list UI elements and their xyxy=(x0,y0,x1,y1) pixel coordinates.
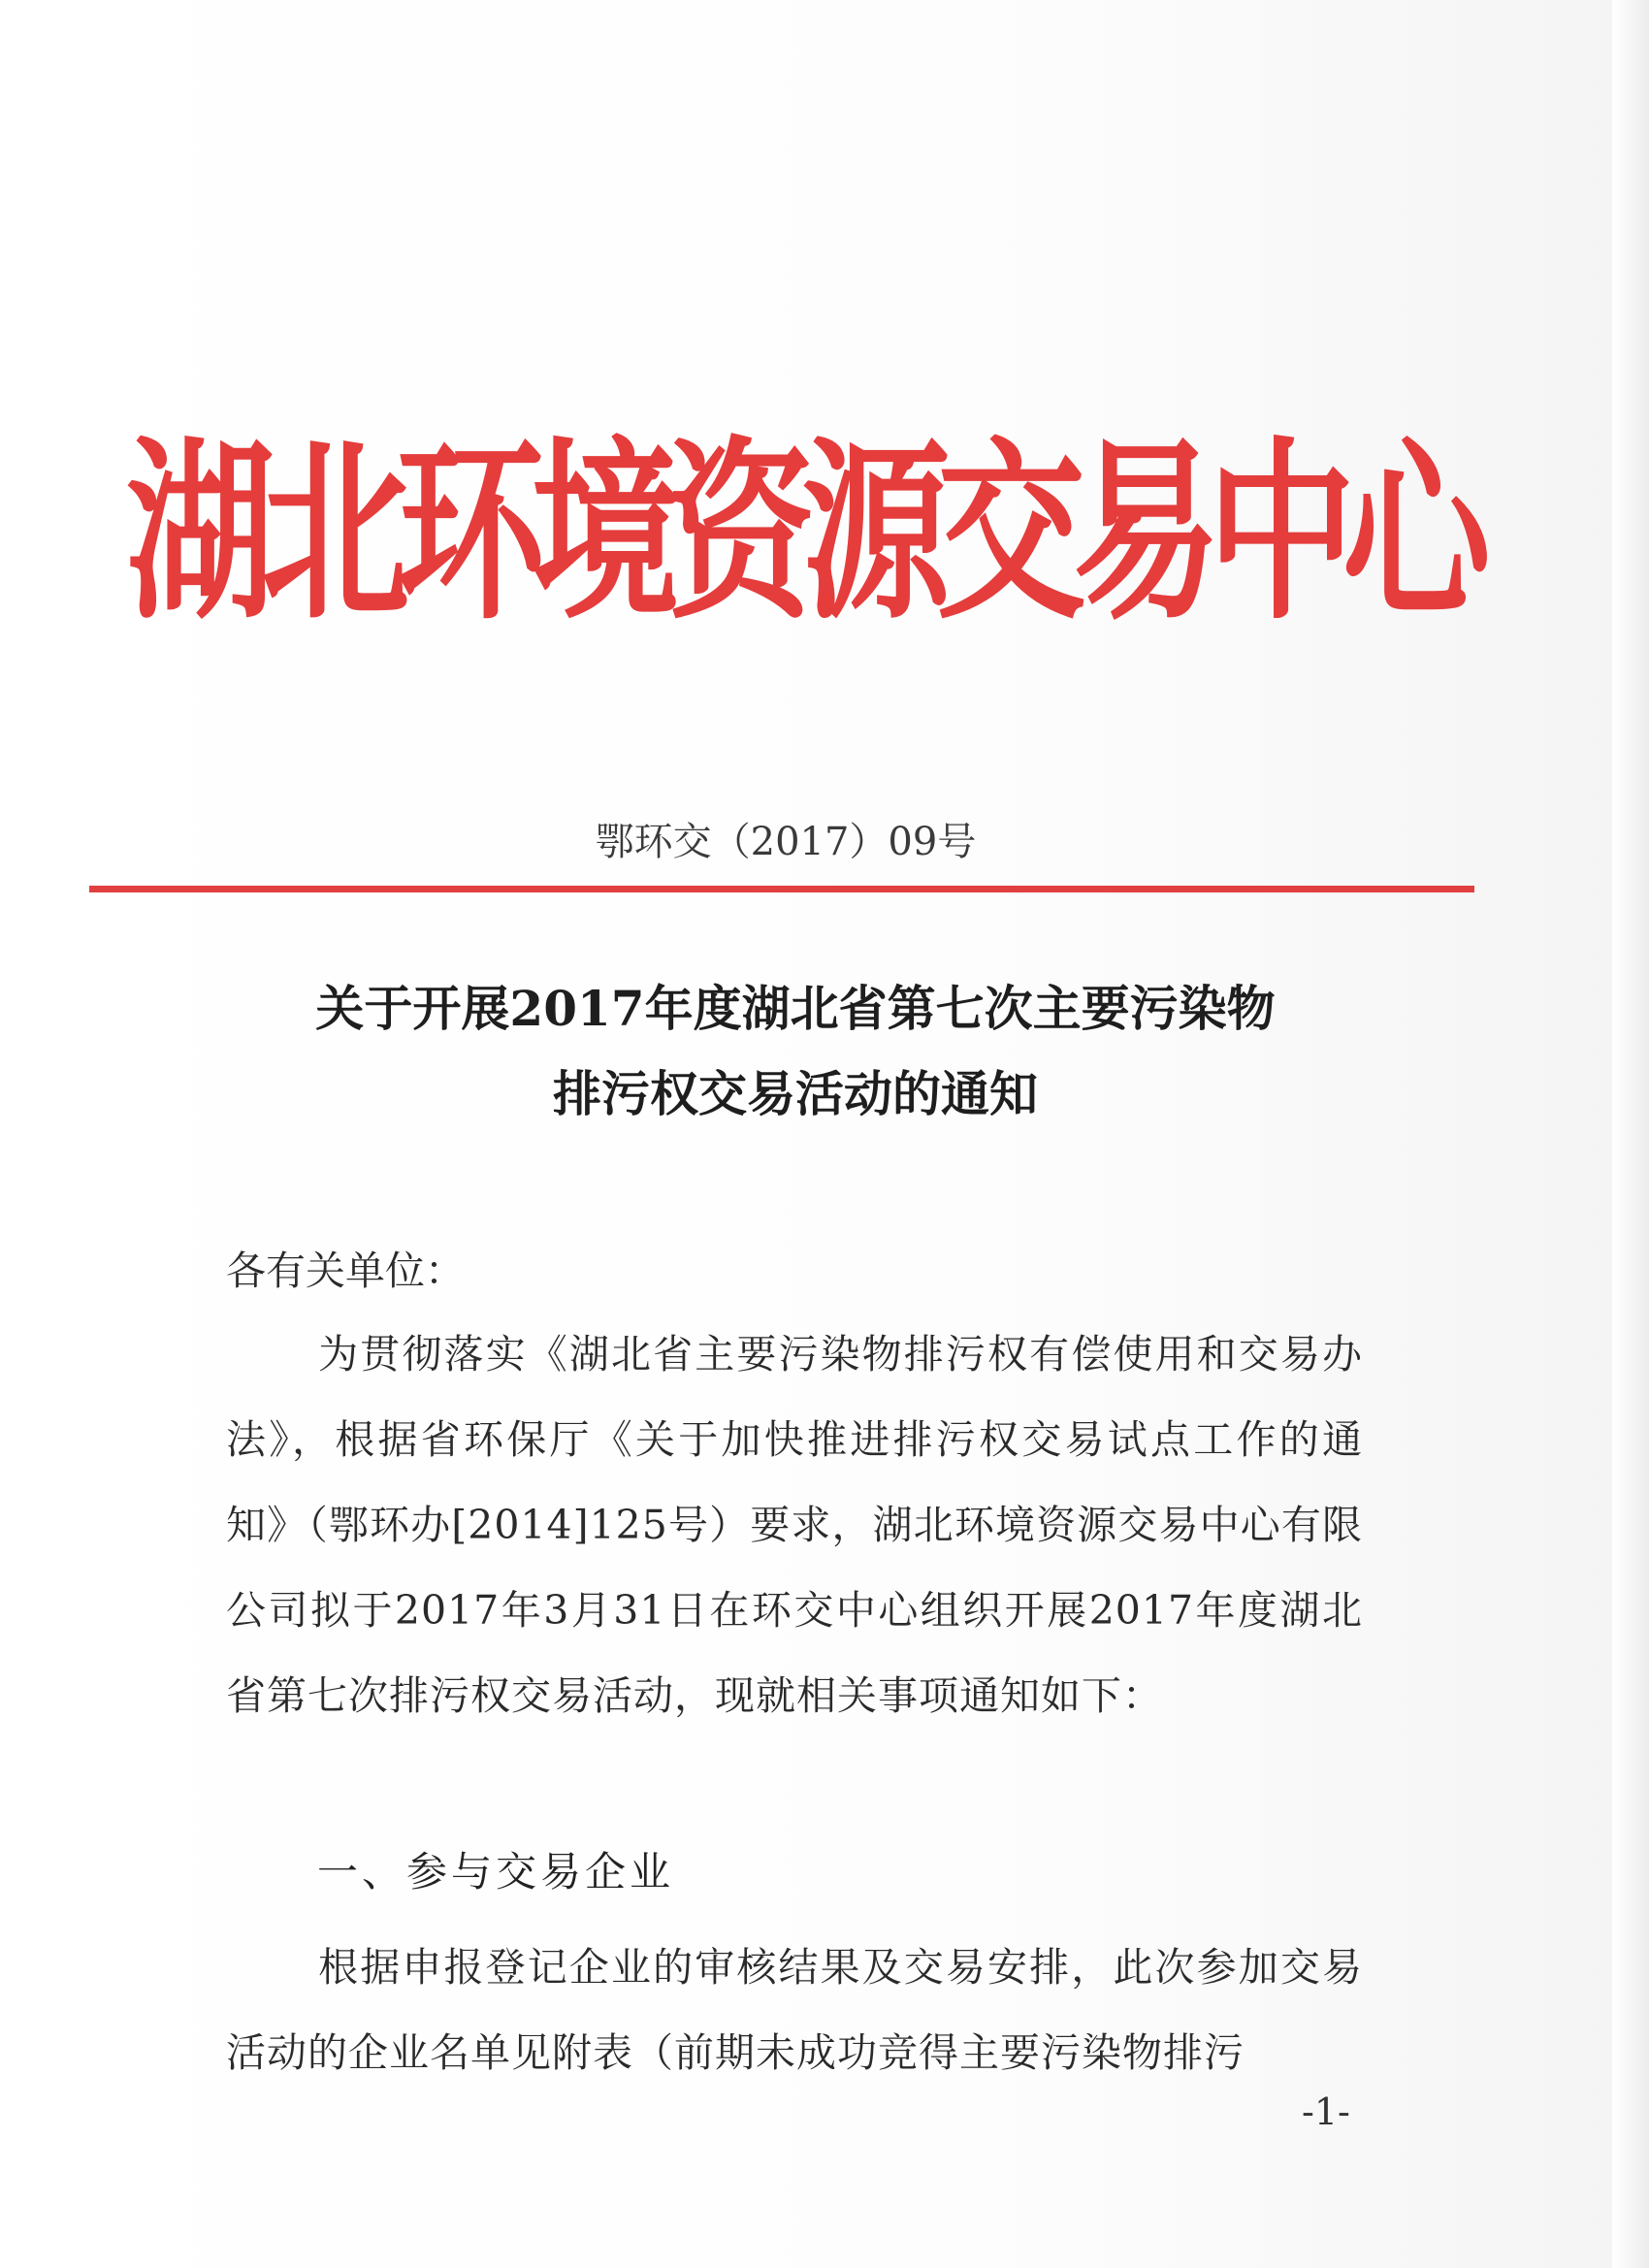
masthead-org-name: 湖北环境资源交易中心 xyxy=(126,420,1478,646)
red-divider-line xyxy=(89,886,1474,892)
page-number: -1- xyxy=(1302,2090,1350,2133)
body-paragraph-1 xyxy=(226,1312,1363,1738)
document-title-line-1: 关于开展2017年度湖北省第七次主要污染物 xyxy=(315,980,1276,1037)
body-paragraph-1-text: 为贯彻落实《湖北省主要污染物排污权有偿使用和交易办法》，根据省环保厅《关于加快推进排污权交易试点工作的通知》（鄂环办[2014]125号）要求，湖北环境资源交易中心有限公司拟于2017年3月31日在环交中心组织开展2017年度湖北省第七次排污权交易活动，现就相关事项通知如下： xyxy=(226,1331,1363,1719)
body-paragraph-2 xyxy=(226,1925,1363,2095)
scan-edge-shadow xyxy=(1612,0,1649,2268)
section-heading-1: 一、参与交易企业 xyxy=(317,1848,675,1895)
salutation: 各有关单位： xyxy=(226,1247,465,1294)
document-title-line-2: 排污权交易活动的通知 xyxy=(553,1065,1038,1122)
body-paragraph-2-text: 根据申报登记企业的审核结果及交易安排，此次参加交易活动的企业名单见附表（前期未成功竞得主要污染物排污 xyxy=(226,1944,1363,2076)
document-number: 鄂环交（2017）09号 xyxy=(595,820,977,864)
